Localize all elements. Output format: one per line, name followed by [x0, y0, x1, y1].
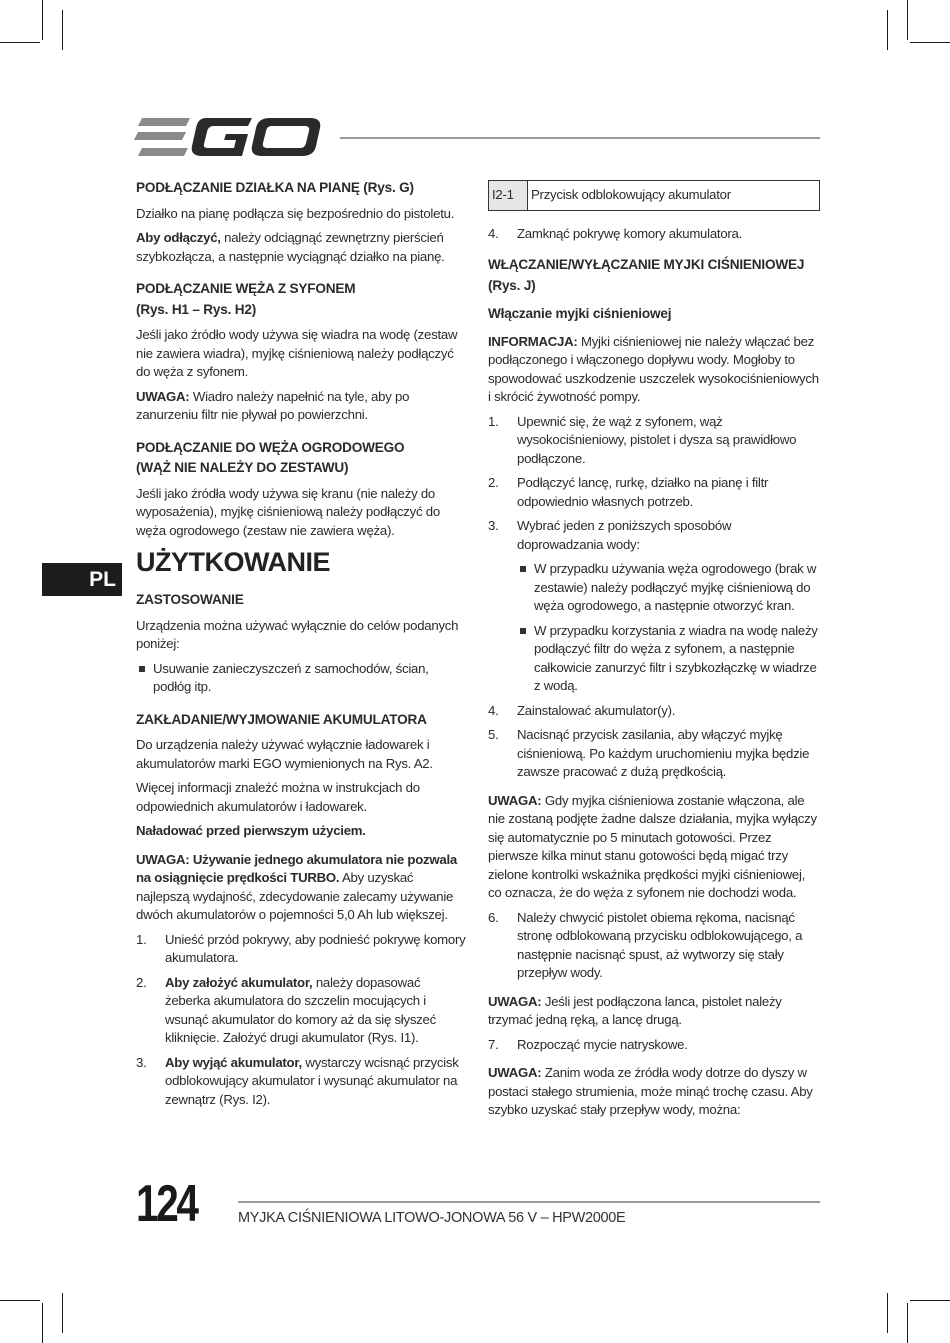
bullet-icon	[517, 560, 534, 616]
right-column	[488, 178, 820, 1126]
list-number: 2.	[136, 974, 147, 990]
list-item	[488, 225, 820, 244]
heading-line: (WĄŻ NIE NALEŻY DO ZESTAWU)	[136, 460, 349, 475]
list-item-text: Usuwanie zanieczyszczeń z samochodów, ścian, podłóg itp.	[153, 660, 429, 694]
bullet-icon	[517, 622, 534, 696]
list-item	[136, 931, 466, 968]
note-label: UWAGA:	[136, 388, 190, 404]
heading-line: (Rys. H1 – Rys. H2)	[136, 301, 257, 317]
note-label: UWAGA:	[488, 792, 542, 808]
note-label: UWAGA:	[488, 1065, 542, 1080]
list-item-text: Upewnić się, że wąż z syfonem, wąż wysokociśnieniowy, pistolet i dysza są prawidłowo podłączone.	[517, 413, 797, 466]
paragraph: Urządzenia można używać wyłącznie do celów podanych poniżej:	[136, 617, 459, 651]
list-number: 5.	[488, 727, 499, 742]
list-item	[488, 474, 820, 511]
list-number: 7.	[488, 1036, 499, 1052]
crop-mark	[0, 1300, 40, 1301]
list-item	[517, 560, 820, 616]
bullet-icon	[136, 660, 153, 697]
list-number: 1.	[136, 931, 147, 947]
list-item-text	[165, 931, 466, 968]
list-item	[136, 660, 466, 697]
note-text: Wiadro należy napełnić na tyle, aby po zanurzeniu filtr nie pływał po powierzchni.	[136, 388, 410, 422]
list-number: 3.	[136, 1054, 147, 1070]
note	[488, 1064, 820, 1120]
list-item-text: W przypadku korzystania z wiadra na wodę należy podłączyć filtr do węża z syfonem, a następnie całkowicie zanurzyć filtr i szybkozłączkę w wiadrze z wodą.	[534, 622, 818, 693]
reference-table	[488, 180, 820, 211]
footer-rule	[238, 1201, 820, 1203]
list-number: 3.	[488, 518, 499, 533]
page-number: 124	[136, 1175, 197, 1233]
section-heading	[136, 438, 466, 479]
header-rule	[340, 137, 820, 139]
crop-mark	[907, 0, 908, 40]
crop-mark	[42, 1303, 43, 1343]
heading-line: PODŁĄCZANIE DO WĘŻA OGRODOWEGO	[136, 439, 405, 455]
note-text: Jeśli jest podłączona lanca, pistolet należy trzymać jedną ręką, a lancę drugą.	[488, 993, 782, 1027]
list-item-text	[165, 1054, 466, 1110]
list-number: 6.	[488, 909, 499, 925]
list-item	[488, 413, 820, 469]
paragraph: Więcej informacji znaleźć można w instrukcjach do odpowiednich akumulatorów i ładowarek.	[136, 780, 420, 814]
list-number: 4.	[488, 225, 499, 241]
crop-mark	[910, 1300, 950, 1301]
list-item	[136, 1054, 466, 1110]
heading-line: PODŁĄCZANIE WĘŻA Z SYFONEM	[136, 281, 356, 296]
list-item	[488, 1036, 820, 1055]
heading-line: (Rys. J)	[488, 277, 536, 293]
note	[488, 792, 820, 903]
step-bold: Aby wyjąć akumulator,	[165, 1054, 302, 1070]
list-item	[517, 622, 820, 696]
info-note	[488, 333, 820, 407]
table-cell-label: Przycisk odblokowujący akumulator	[528, 181, 820, 211]
crop-mark	[910, 42, 950, 43]
step-text: należy dopasować żeberka akumulatora do szczelin mocujących i wsunąć akumulator do komory aż da się słyszeć kliknięcie. Założyć drugi akumulator (Rys. I1).	[165, 974, 436, 1045]
list-item-text: W przypadku używania węża ogrodowego (brak w zestawie) należy podłączyć myjkę ciśnieniową do węża ogrodowego, a następnie otworzyć kran.	[534, 561, 817, 613]
note-label: UWAGA:	[136, 851, 190, 867]
note-bold-text: Używanie jednego akumulatora nie pozwala na osiągnięcie prędkości TURBO.	[136, 851, 457, 885]
section-heading: ZASTOSOWANIE	[136, 592, 244, 607]
paragraph: Do urządzenia należy używać wyłącznie ładowarek i akumulatorów marki EGO wymienionych na Rys. A2.	[136, 737, 433, 771]
step-text: Unieść przód pokrywy, aby podnieść pokrywę komory akumulatora.	[165, 931, 466, 965]
list-item-text: Należy chwycić pistolet obiema rękoma, nacisnąć stronę odblokowaną przycisku odblokowującego, a następnie nacisnąć spust, aż wytworzy się stały przepływ wody.	[517, 909, 803, 980]
step-text: wystarczy wcisnąć przycisk odblokowujący akumulator i wysunąć akumulator na zewnątrz (Rys. I2).	[165, 1054, 459, 1107]
footer-title: MYJKA CIŚNIENIOWA LITOWO-JONOWA 56 V – HPW2000E	[238, 1210, 626, 1226]
list-item-text: Zainstalować akumulator(y).	[517, 702, 676, 718]
crop-mark	[42, 0, 43, 40]
step-bold: Aby założyć akumulator,	[165, 974, 313, 990]
list-item	[488, 909, 820, 983]
list-item-text: Wybrać jeden z poniższych sposobów doprowadzania wody:	[517, 518, 732, 552]
subheading: Włączanie myjki ciśnieniowej	[488, 306, 672, 321]
list-item	[488, 702, 820, 721]
crop-mark	[887, 1293, 888, 1333]
note-text: Gdy myjka ciśnieniowa zostanie włączona, ale nie zostaną podjęte żadne dalsze działania, myjka wyłączy się automatycznie po 5 minutach gotowości. Przez pierwsze kilka minut stanu gotowości będą migać trzy zielone kontrolki wskaźnika prędkości myjki ciśnieniowej, co oznacza, że do węża z syfonem nie dochodzi woda.	[488, 792, 817, 900]
list-item-text: Rozpocząć mycie natryskowe.	[517, 1036, 688, 1052]
list-item-text: Podłączyć lancę, rurkę, działko na pianę i filtr odpowiednio własnych potrzeb.	[517, 475, 769, 509]
paragraph: Działko na pianę podłącza się bezpośrednio do pistoletu.	[136, 205, 455, 221]
table-row	[489, 181, 820, 211]
crop-mark	[62, 10, 63, 50]
crop-mark	[0, 42, 40, 43]
list-number: 1.	[488, 413, 499, 429]
text: należy odciągnąć zewnętrzny pierścień szybkozłącza, a następnie wyciągnąć działko na pianę.	[136, 230, 445, 264]
info-text: Myjki ciśnieniowej nie należy włączać bez podłączonego i włączonego dopływu wody. Mogłoby to spowodować uszkodzenie uszczelek wysokociśnieniowych i skrócić żywotność pompy.	[488, 333, 819, 404]
paragraph	[136, 229, 466, 266]
note-label: UWAGA:	[488, 993, 542, 1009]
section-heading: ZAKŁADANIE/WYJMOWANIE AKUMULATORA	[136, 711, 427, 727]
heading-line: WŁĄCZANIE/WYŁĄCZANIE MYJKI CIŚNIENIOWEJ	[488, 257, 805, 272]
list-number: 2.	[488, 475, 499, 490]
info-label: INFORMACJA:	[488, 333, 578, 349]
list-item	[488, 726, 820, 782]
section-heading: PODŁĄCZANIE DZIAŁKA NA PIANĘ (Rys. G)	[136, 180, 414, 195]
note	[136, 388, 466, 425]
paragraph: Jeśli jako źródła wody używa się kranu (nie należy do wyposażenia), myjkę ciśnieniową należy podłączyć do węża ogrodowego (zestaw nie zawiera węża).	[136, 485, 440, 538]
bold-text: Aby odłączyć,	[136, 230, 221, 245]
note	[488, 993, 820, 1030]
note	[136, 851, 466, 925]
crop-mark	[907, 1303, 908, 1343]
list-item-text	[165, 974, 466, 1048]
paragraph	[136, 822, 466, 841]
list-item-text: Zamknąć pokrywę komory akumulatora.	[517, 225, 743, 241]
bold-text: Naładować przed pierwszym użyciem.	[136, 823, 366, 838]
list-item	[136, 974, 466, 1048]
crop-mark	[62, 1293, 63, 1333]
chapter-title: UŻYTKOWANIE	[136, 547, 330, 577]
list-number: 4.	[488, 702, 499, 718]
paragraph: Jeśli jako źródło wody używa się wiadra na wodę (zestaw nie zawiera wiadra), myjkę ciśnieniową należy podłączyć do węża z syfonem.	[136, 327, 458, 379]
note-text: Aby uzyskać najlepszą wydajność, zdecydowanie zalecamy używanie dwóch akumulatorów o pojemności 5,0 Ah lub większej.	[136, 870, 454, 922]
ego-logo	[134, 114, 324, 160]
table-cell-code: I2-1	[489, 181, 528, 211]
list-item	[488, 517, 820, 554]
section-heading	[136, 279, 466, 320]
section-heading	[488, 255, 820, 296]
language-tab	[42, 563, 122, 596]
crop-mark	[887, 10, 888, 50]
left-column	[136, 178, 466, 1115]
language-tab-label: PL	[89, 568, 116, 591]
note-text: Zanim woda ze źródła wody dotrze do dyszy w postaci stałego strumienia, może minąć trochę czasu. Aby szybko uzyskać stały przepływ wody, można:	[488, 1065, 813, 1117]
list-item-text: Nacisnąć przycisk zasilania, aby włączyć myjkę ciśnieniową. Po każdym uruchomieniu myjka będzie zawsze pracować z dużą prędkością.	[517, 727, 810, 779]
